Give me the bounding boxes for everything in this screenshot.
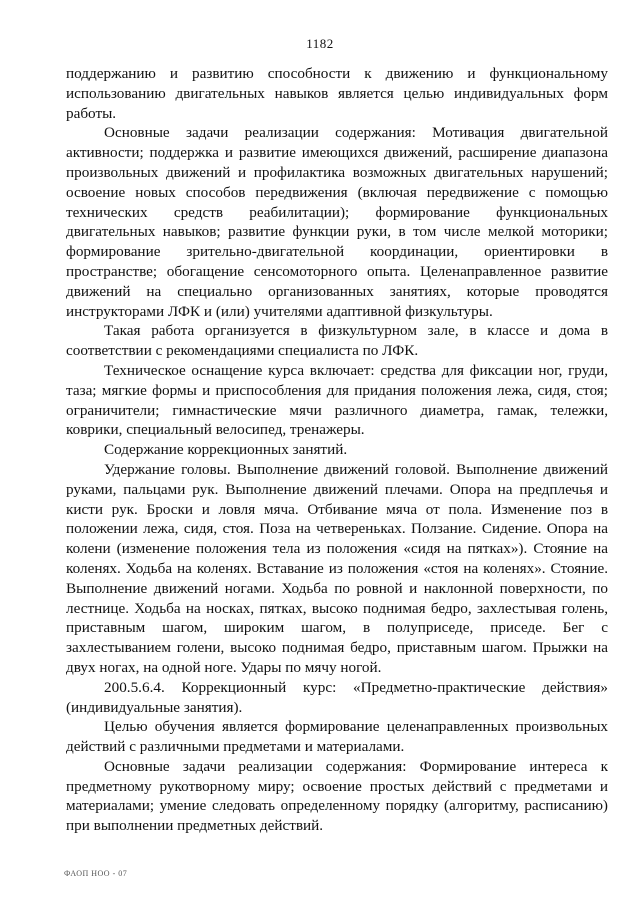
document-body <box>66 64 608 836</box>
paragraph-lesson-content-heading: Содержание коррекционных занятий. <box>104 441 348 459</box>
paragraph-work-organization: Такая работа организуется в физкультурном зале, в классе и дома в соответствии с рекомендациями специалиста по ЛФК. <box>66 322 608 360</box>
paragraph-exercises: Удержание головы. Выполнение движений головой. Выполнение движений руками, пальцами рук. Выполнение движений плечами. Опора на предплечья и кисти рук. Броски и ловля мяча. Отбивание мяча от пола. Изменение поз в положении лежа, сидя, стоя. Поза на четвереньках. Ползание. Сидение. Опора на колени (изменение положения тела из положения «сидя на пятках»). Стояние на коленях. Ходьба на коленях. Вставание из положения «стоя на коленях». Стояние. Выполнение движений ногами. Ходьба по ровной и наклонной поверхности, по лестнице. Ходьба на носках, пятках, высоко поднимая бедро, захлестывая голень, приставным шагом, широким шагом, в полуприседе, приседе. Бег с захлестыванием голени, высоко поднимая бедро, приставным шагом. Прыжки на двух ногах, на одной ноге. Удары по мячу ногой. <box>66 460 608 676</box>
paragraph-content-tasks: Основные задачи реализации содержания: Формирование интереса к предметному рукотворному миру; освоение простых действий с предметами и материалами; умение следовать определенному порядку (алгоритму, расписанию) при выполнении предметных действий. <box>66 757 608 835</box>
paragraph-section-heading: 200.5.6.4. Коррекционный курс: «Предметно-практические действия» (индивидуальные занятия). <box>66 678 608 716</box>
paragraph-intro-continuation: поддержанию и развитию способности к движению и функциональному использованию двигательных навыков является целью индивидуальных форм работы. <box>66 65 608 122</box>
paragraph-main-tasks: Основные задачи реализации содержания: Мотивация двигательной активности; поддержка и развитие имеющихся движений, расширение диапазона произвольных движений и профилактика возможных двигательных нарушений; освоение новых способов передвижения (включая передвижение с помощью технических средств реабилитации); формирование функциональных двигательных навыков; развитие функции руки, в том числе мелкой моторики; формирование зрительно-двигательной координации, ориентировки в пространстве; обогащение сенсомоторного опыта. Целенаправленное развитие движений на специально организованных занятиях, которые проводятся инструкторами ЛФК и (или) учителями адаптивной физкультуры. <box>66 124 608 320</box>
page-number: 1182 <box>306 36 334 51</box>
paragraph-technical-equipment: Техническое оснащение курса включает: средства для фиксации ног, груди, таза; мягкие формы и приспособления для придания положения лежа, сидя, стоя; ограничители; гимнастические мячи различного диаметра, гамак, тележки, коврики, специальный велосипед, тренажеры. <box>66 361 608 439</box>
page-footer: ФАОП НОО - 07 <box>64 869 128 878</box>
paragraph-learning-goal: Целью обучения является формирование целенаправленных произвольных действий с различными предметами и материалами. <box>66 718 608 756</box>
